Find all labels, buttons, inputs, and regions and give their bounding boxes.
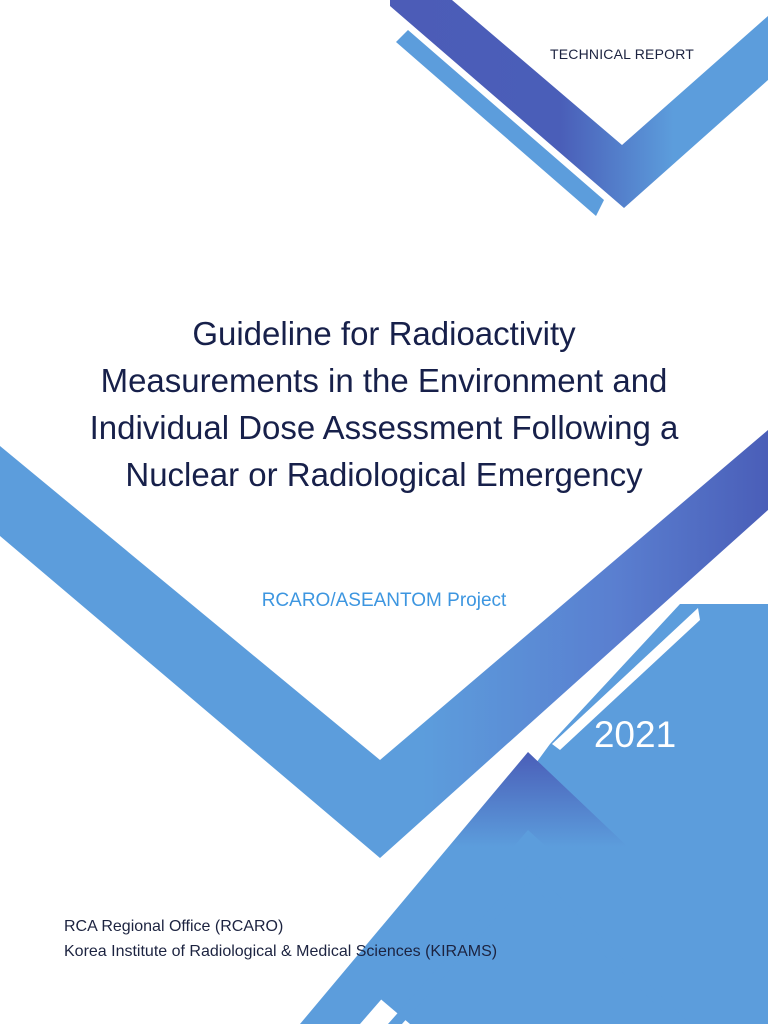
- title-line: Individual Dose Assessment Following a: [89, 409, 679, 446]
- report-type-label: TECHNICAL REPORT: [550, 46, 694, 62]
- publisher-line: RCA Regional Office (RCARO): [64, 918, 284, 935]
- document-title: [34, 310, 734, 498]
- top-chevron-thick: [390, 0, 768, 208]
- publisher-line: Korea Institute of Radiological & Medical Sciences (KIRAMS): [64, 943, 498, 960]
- title-line: Measurements in the Environment and: [100, 362, 668, 399]
- title-line: Nuclear or Radiological Emergency: [125, 456, 643, 493]
- publisher-list: [64, 914, 497, 964]
- publication-year: 2021: [593, 714, 677, 755]
- title-line: Guideline for Radioactivity: [192, 315, 576, 352]
- project-name: RCARO/ASEANTOM Project: [261, 590, 507, 611]
